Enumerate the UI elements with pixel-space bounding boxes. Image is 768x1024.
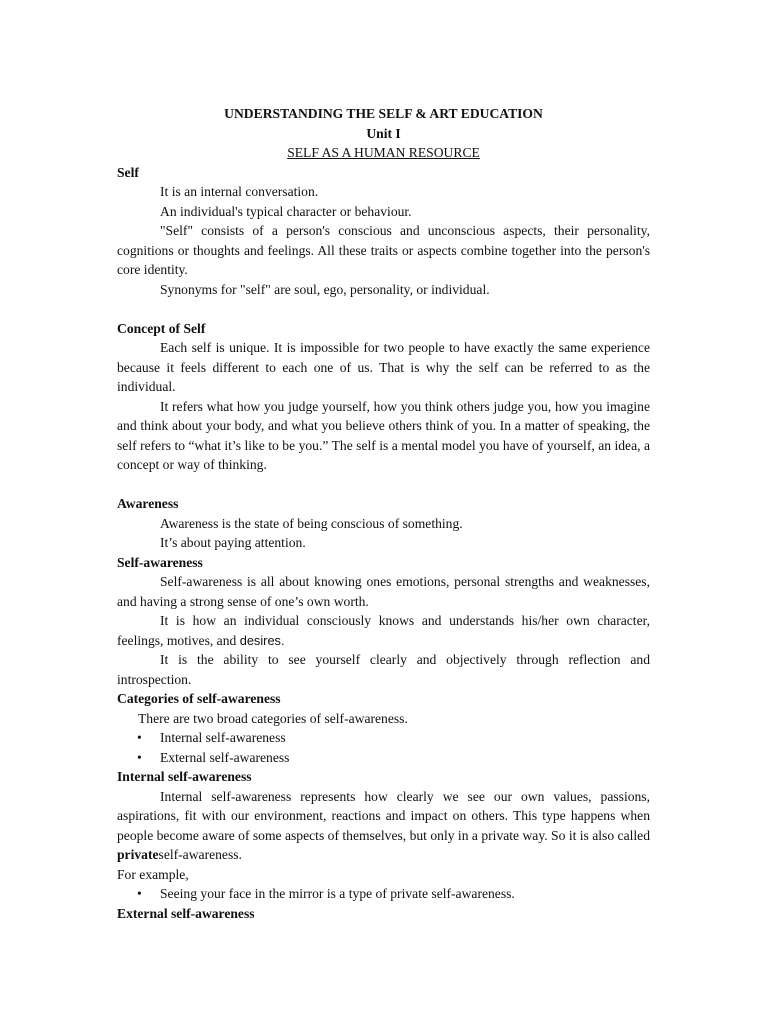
bullet-icon: • [137,730,142,745]
self-awareness-paragraph-3: It is the ability to see yourself clearly and objectively through reflection and introspection. [117,652,650,687]
categories-heading: Categories of self-awareness [117,691,281,706]
unit-label: Unit I [366,125,401,141]
list-item [117,748,650,768]
self-awareness-paragraph-2 [117,611,650,650]
example-label: For example, [117,866,189,882]
external-heading: External self-awareness [117,905,255,921]
internal-heading: Internal self-awareness [117,769,252,784]
internal-paragraph-text: Internal self-awareness represents how clearly we see our own values, passions, aspirations, fit with our environment, reactions and impact on others. This type happens when people become aware of some aspects of themselves, but only in a private way. So it is also called [117,788,650,843]
list-item-label: External self-awareness [160,749,290,765]
internal-paragraph-bold: private [117,847,159,862]
internal-paragraph-tail: self-awareness. [158,847,242,862]
document-page [117,104,650,923]
spacer [117,299,650,319]
spacer [117,475,650,495]
bullet-icon: • [137,749,142,765]
list-item-label: Seeing your face in the mirror is a type of private self-awareness. [160,886,515,901]
self-heading: Self [117,164,139,180]
awareness-line-1: Awareness is the state of being conscious of something. [160,515,463,531]
self-awareness-paragraph-1: Self-awareness is all about knowing ones emotions, personal strengths and weaknesses, and having a strong sense of one’s own worth. [117,574,650,609]
document-subtitle: SELF AS A HUMAN RESOURCE [287,145,480,160]
categories-list [117,728,650,767]
concept-paragraph-2: It refers what how you judge yourself, how you think others judge you, how you imagine and think about your body, and what you believe others think of you. In a matter of speaking, the self refers to “what it’s like to be you.” The self is a mental model you have of yourself, an idea, a concept or way of thinking. [117,398,650,472]
awareness-heading: Awareness [117,496,179,511]
self-awareness-paragraph-2-text: It is how an individual consciously knows and understands his/her own character, feelings, motives, and [117,613,650,648]
bullet-icon: • [137,886,142,901]
awareness-line-2: It’s about paying attention. [160,535,306,550]
self-line-1: It is an internal conversation. [160,184,319,199]
example-list [117,884,650,904]
categories-intro: There are two broad categories of self-awareness. [138,710,408,726]
self-line-2: An individual's typical character or behaviour. [160,203,412,219]
concept-heading: Concept of Self [117,320,206,336]
internal-paragraph [117,787,650,865]
list-item [117,728,650,748]
self-awareness-heading: Self-awareness [117,554,203,570]
list-item-label: Internal self-awareness [160,730,286,745]
concept-paragraph-1: Each self is unique. It is impossible for two people to have exactly the same experience because it feels different to each one of us. That is why the self can be referred to as the individual. [117,340,650,394]
list-item [117,884,650,904]
self-paragraph: "Self" consists of a person's conscious and unconscious aspects, their personality, cognitions or thoughts and feelings. All these traits or aspects combine together into the person's core identity. [117,223,650,277]
self-awareness-paragraph-2-end: desires. [239,632,285,648]
self-synonyms: Synonyms for "self" are soul, ego, personality, or individual. [160,281,490,297]
document-title: UNDERSTANDING THE SELF & ART EDUCATION [224,106,543,121]
